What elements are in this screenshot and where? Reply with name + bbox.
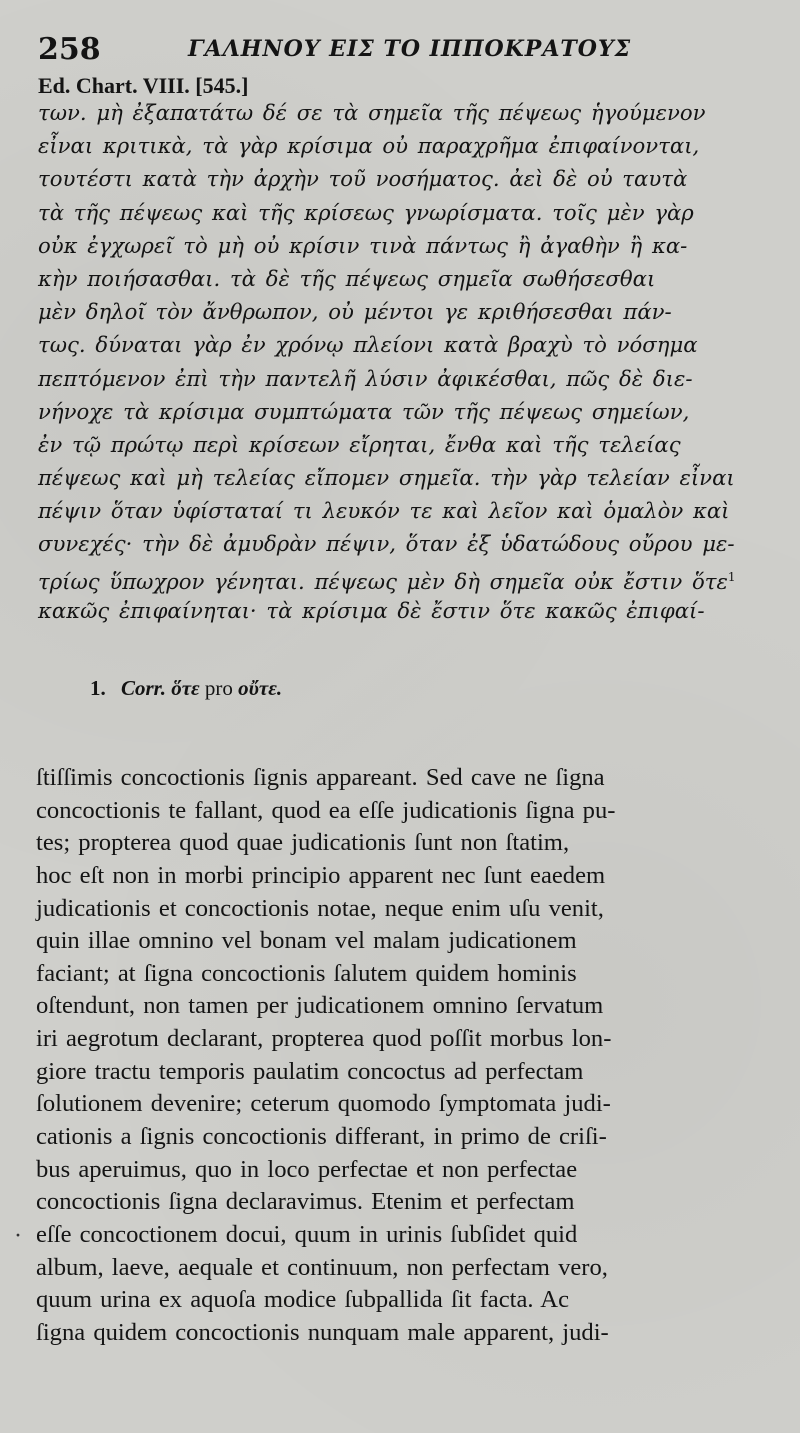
- greek-line: συνεχές· τὴν δὲ ἀμυδρὰν πέψιν, ὅταν ἐξ ὑδατώδους οὔρου με-: [38, 531, 735, 557]
- greek-line: εἶναι κριτικὰ, τὰ γὰρ κρίσιμα οὐ παραχρῆμα ἐπιφαίνονται,: [38, 133, 700, 159]
- greek-line-with-footnote-marker: [38, 561, 768, 594]
- greek-line: πεπτόμενον ἐπὶ τὴν παντελῆ λύσιν ἀφικέσθαι, πῶς δὲ διε-: [38, 365, 693, 391]
- greek-line: νήνοχε τὰ κρίσιμα συμπτώματα τῶν τῆς πέψεως σημείων,: [38, 398, 690, 424]
- greek-line: τὰ τῆς πέψεως καὶ τῆς κρίσεως γνωρίσματα. τοῖς μὲν γὰρ: [38, 199, 694, 225]
- footnote-original: οὔτε.: [238, 676, 283, 700]
- latin-line: quin illae omnino vel bonam vel malam judicationem: [36, 927, 577, 955]
- footnote-marker: 1: [727, 569, 736, 584]
- running-title: ΓΑΛΗΝΟΥ ΕΙΣ ΤΟ ΙΠΠΟΚΡΑΤΟΥΣ: [188, 36, 632, 62]
- footnote-reading: ὅτε: [171, 676, 200, 700]
- edition-reference: Ed. Chart. VIII. [545.]: [38, 73, 249, 98]
- latin-line: tes; propterea quod quae judicationis ſunt non ſtatim,: [36, 829, 570, 857]
- latin-line: concoctionis ſigna declaravimus. Etenim et perfectam: [36, 1188, 575, 1216]
- latin-line: hoc eſt non in morbi principio apparent nec ſunt eaedem: [36, 861, 606, 889]
- greek-line: κὴν ποιήσασθαι. τὰ δὲ τῆς πέψεως σημεῖα σωθήσεσθαι: [38, 265, 656, 291]
- greek-text-block: [38, 96, 768, 627]
- greek-line: κακῶς ἐπιφαίνηται· τὰ κρίσιμα δὲ ἔστιν ὅτε κακῶς ἐπιφαί-: [38, 597, 705, 623]
- latin-line: ſigna quidem concoctionis nunquam male apparent, judi-: [36, 1318, 609, 1346]
- footnote-corr: Corr.: [121, 676, 166, 700]
- footnote: [90, 676, 282, 701]
- latin-line: album, laeve, aequale et continuum, non perfectam vero,: [36, 1253, 608, 1281]
- greek-line: ἐν τῷ πρώτῳ περὶ κρίσεων εἴρηται, ἔνθα καὶ τῆς τελείας: [38, 431, 681, 457]
- greek-line: πέψιν ὅταν ὑφίσταταί τι λευκόν τε καὶ λεῖον καὶ ὁμαλὸν καὶ: [38, 498, 730, 524]
- latin-line: judicationis et concoctionis notae, neque enim uſu venit,: [36, 894, 604, 922]
- page-number: 258: [38, 32, 101, 67]
- footnote-pro: pro: [204, 676, 233, 700]
- latin-line: quum urina ex aquoſa modice ſubpallida ſit facta. Ac: [36, 1286, 569, 1314]
- latin-line: giore tractu temporis paulatim concoctus ad perfectam: [36, 1057, 584, 1085]
- greek-line: οὐκ ἐγχωρεῖ τὸ μὴ οὐ κρίσιν τινὰ πάντως ἢ ἀγαθὴν ἢ κα-: [38, 232, 688, 258]
- page-header: [38, 28, 768, 68]
- latin-line: oſtendunt, non tamen per judicationem omnino ſervatum: [36, 992, 604, 1020]
- latin-line: concoctionis te fallant, quod ea eſſe judicationis ſigna pu-: [36, 796, 616, 824]
- latin-line: ſtiſſimis concoctionis ſignis appareant. Sed cave ne ſigna: [36, 764, 605, 791]
- latin-line: ſolutionem devenire; ceterum quomodo ſymptomata judi-: [36, 1090, 611, 1118]
- latin-line: cationis a ſignis concoctionis differant, in primo de criſi-: [36, 1123, 607, 1151]
- greek-line: τουτέστι κατὰ τὴν ἀρχὴν τοῦ νοσήματος. ἀεὶ δὲ οὐ ταυτὰ: [38, 166, 688, 192]
- greek-line: των. μὴ ἐξαπατάτω δέ σε τὰ σημεῖα τῆς πέψεως ἡγούμενον: [38, 100, 706, 125]
- greek-line-text: τρίως ὕπωχρον γένηται. πέψεως μὲν δὴ σημεῖα οὐκ ἔστιν ὅτε: [38, 568, 728, 594]
- greek-line: πέψεως καὶ μὴ τελείας εἴπομεν σημεῖα. τὴν γὰρ τελείαν εἶναι: [38, 465, 735, 491]
- footnote-number: 1.: [90, 676, 106, 700]
- latin-line: iri aegrotum declarant, propterea quod poſſit morbus lon-: [36, 1025, 612, 1053]
- greek-line: μὲν δηλοῖ τὸν ἄνθρωπον, οὐ μέντοι γε κριθήσεσθαι πάν-: [38, 299, 672, 325]
- greek-line: τως. δύναται γὰρ ἐν χρόνῳ πλείονι κατὰ βραχὺ τὸ νόσημα: [38, 332, 698, 358]
- latin-text-block: [36, 762, 770, 1350]
- latin-line: bus aperuimus, quo in loco perfectae et non perfectae: [36, 1155, 578, 1183]
- latin-line: eſſe concoctionem docui, quum in urinis ſubſidet quid: [36, 1220, 578, 1248]
- margin-mark: ·: [14, 1223, 22, 1249]
- latin-line: faciant; at ſigna concoctionis ſalutem quidem hominis: [36, 959, 577, 987]
